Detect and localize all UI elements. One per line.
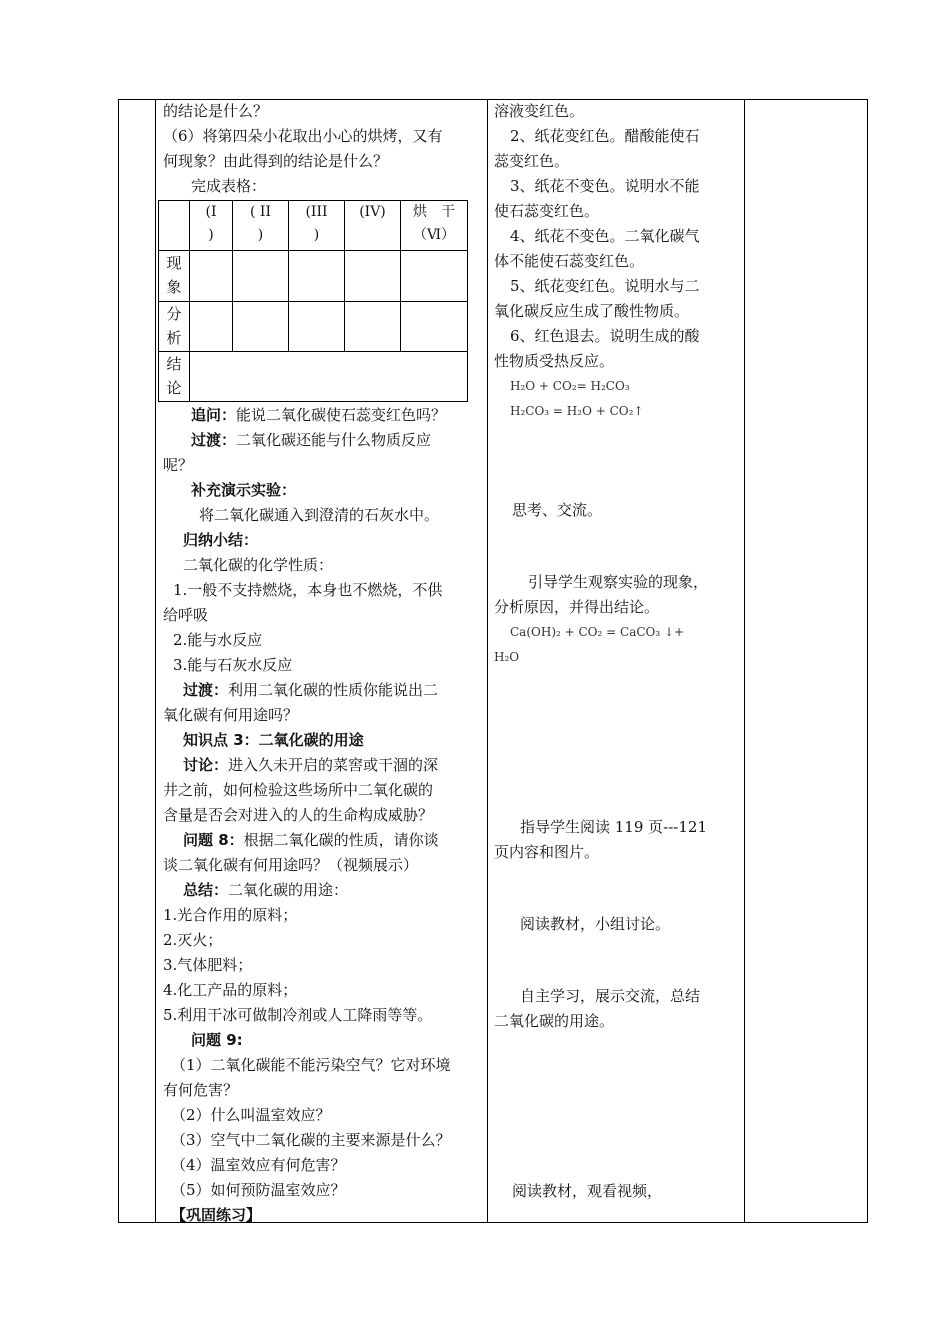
table-header-cell	[289, 201, 345, 251]
section-heading: 【巩固练习】	[171, 1206, 262, 1224]
text-line: 二氧化碳的化学性质：	[183, 556, 334, 574]
table-cell	[401, 251, 468, 301]
text-line: 归纳小结：	[183, 531, 259, 549]
table-cell	[233, 251, 289, 301]
table-cell	[190, 351, 468, 401]
table-cell	[289, 301, 345, 351]
header-text: ( II	[250, 204, 271, 220]
text-line: （5）如何预防温室效应？	[171, 1181, 346, 1199]
row-label: 结	[166, 354, 182, 373]
table-cell	[345, 301, 401, 351]
text-line: 氧化碳反应生成了酸性物质。	[494, 302, 690, 320]
chemical-equation: H₂O	[494, 650, 520, 664]
text-line: 阅读教材，小组讨论。	[520, 915, 671, 933]
text-line: 思考、交流。	[512, 501, 603, 519]
list-item: 3.气体肥料；	[163, 956, 253, 974]
spacer	[494, 1034, 739, 1179]
text-line: 2.能与水反应	[173, 631, 263, 649]
spacer	[494, 523, 739, 570]
text-line: 2、纸花变红色。醋酸能使石	[510, 127, 700, 145]
text-line: 补充演示实验：	[191, 481, 297, 499]
header-text: 烘 干	[413, 204, 455, 220]
text-line: 使石蕊变红色。	[494, 202, 600, 220]
label: 总结：	[183, 881, 229, 899]
label: 讨论：	[183, 756, 229, 774]
text-line	[163, 678, 481, 703]
text-line: 谈二氧化碳有何用途吗？（视频展示）	[163, 856, 419, 874]
text-line: 性物质受热反应。	[494, 352, 615, 370]
text: 能说二氧化碳使石蕊变红色吗？	[236, 406, 447, 424]
text-line: 3.能与石灰水反应	[173, 656, 293, 674]
text-line: 氧化碳有何用途吗？	[163, 706, 299, 724]
row-label: 析	[166, 328, 182, 347]
text-line: 引导学生观察实验的现象，	[528, 573, 709, 591]
list-item: 1.光合作用的原料；	[163, 906, 298, 924]
row-label: 现	[166, 254, 182, 273]
text: 根据二氧化碳的性质，请你谈	[243, 831, 439, 849]
text-line	[163, 403, 481, 428]
text-line: 蕊变红色。	[494, 152, 570, 170]
text: 进入久未开启的菜窖或干涸的深	[228, 756, 439, 774]
text-line: （2）什么叫温室效应？	[171, 1106, 331, 1124]
text-line: 3、纸花不变色。说明水不能	[510, 177, 700, 195]
text-line: 5、纸花变红色。说明水与二	[510, 277, 700, 295]
section-heading: 知识点 3：二氧化碳的用途	[183, 731, 364, 749]
spacer	[494, 670, 739, 815]
spacer	[494, 937, 739, 984]
text-line: 完成表格：	[191, 177, 267, 195]
label: 过渡：	[183, 681, 229, 699]
text: 二氧化碳还能与什么物质反应	[236, 431, 432, 449]
text-line: 有何危害？	[163, 1081, 239, 1099]
text-line: 将二氧化碳通入到澄清的石灰水中。	[199, 506, 440, 524]
observation-table	[158, 200, 468, 402]
table-cell	[233, 301, 289, 351]
spacer	[494, 424, 739, 498]
header-text: (I	[205, 204, 217, 220]
text-line	[163, 753, 481, 778]
text-line: 1.一般不支持燃烧，本身也不燃烧，不供	[173, 581, 443, 599]
header-text: (III	[305, 204, 328, 220]
text-line: （3）空气中二氧化碳的主要来源是什么？	[171, 1131, 451, 1149]
teacher-activity-column-continued	[163, 403, 481, 1228]
header-text: （Ⅵ）	[412, 227, 456, 243]
text-line: 含量是否会对进入的人的生命构成威胁？	[163, 806, 434, 824]
table-cell	[190, 251, 233, 301]
table-row-header	[159, 351, 190, 401]
row-label: 分	[166, 304, 182, 323]
table-row-header	[159, 301, 190, 351]
list-item: 2.灭火；	[163, 931, 223, 949]
text-line: 阅读教材，观看视频，	[512, 1182, 663, 1200]
chemical-equation: H₂O + CO₂= H₂CO₃	[510, 379, 630, 393]
text-line: （6）将第四朵小花取出小心的烘烤，又有	[163, 127, 443, 145]
table-cell	[289, 251, 345, 301]
table-row-header	[159, 251, 190, 301]
text-line: 井之前，如何检验这些场所中二氧化碳的	[163, 781, 434, 799]
text: 利用二氧化碳的性质你能说出二	[228, 681, 439, 699]
text-line: 何现象？由此得到的结论是什么？	[163, 152, 389, 170]
column-divider	[744, 100, 745, 1222]
text-line: 4、纸花不变色。二氧化碳气	[510, 227, 700, 245]
text-line: 溶液变红色。	[494, 102, 585, 120]
text-line: 二氧化碳的用途。	[494, 1012, 615, 1030]
text-line	[163, 828, 481, 853]
table-cell	[345, 251, 401, 301]
text-line: 自主学习，展示交流，总结	[520, 987, 701, 1005]
label: 过渡：	[191, 431, 237, 449]
table-cell	[401, 301, 468, 351]
text: 二氧化碳的用途：	[228, 881, 349, 899]
list-item: 5.利用干冰可做制冷剂或人工降雨等等。	[163, 1006, 433, 1024]
table-cell	[190, 301, 233, 351]
text-line: 指导学生阅读 119 页---121	[520, 818, 708, 836]
text-line: （4）温室效应有何危害？	[171, 1156, 346, 1174]
label: 追问：	[191, 406, 237, 424]
table-header-cell	[233, 201, 289, 251]
table-corner-cell	[159, 201, 190, 251]
text-line	[163, 878, 481, 903]
text-line	[163, 428, 481, 453]
table-header-cell	[401, 201, 468, 251]
text-line: 分析原因，并得出结论。	[494, 598, 660, 616]
text-line: （1）二氧化碳能不能污染空气？它对环境	[171, 1056, 451, 1074]
column-divider	[487, 100, 488, 1222]
student-activity-column	[494, 99, 739, 1204]
row-label: 论	[166, 378, 182, 397]
chemical-equation: Ca(OH)₂ + CO₂ = CaCO₃ ↓+	[510, 625, 685, 639]
list-item: 4.化工产品的原料；	[163, 981, 298, 999]
text-line: 给呼吸	[163, 606, 209, 624]
chemical-equation: H₂CO₃ = H₂O + CO₂↑	[510, 404, 644, 418]
question-heading: 问题 9:	[191, 1031, 243, 1049]
spacer	[494, 865, 739, 912]
text-line: 的结论是什么？	[163, 102, 269, 120]
table-header-cell	[345, 201, 401, 251]
row-label: 象	[166, 278, 182, 297]
text-line: 6、红色退去。说明生成的酸	[510, 327, 700, 345]
text-line: 呢？	[163, 456, 194, 474]
text-line: 页内容和图片。	[494, 843, 600, 861]
teacher-activity-column	[163, 99, 481, 199]
header-text: )	[257, 227, 264, 243]
column-divider	[155, 100, 156, 1222]
table-header-cell	[190, 201, 233, 251]
text-line: 体不能使石蕊变红色。	[494, 252, 645, 270]
label: 问题 8：	[183, 831, 244, 849]
header-text: (IV)	[359, 204, 386, 220]
header-text: )	[208, 227, 214, 243]
header-text: )	[313, 227, 320, 243]
